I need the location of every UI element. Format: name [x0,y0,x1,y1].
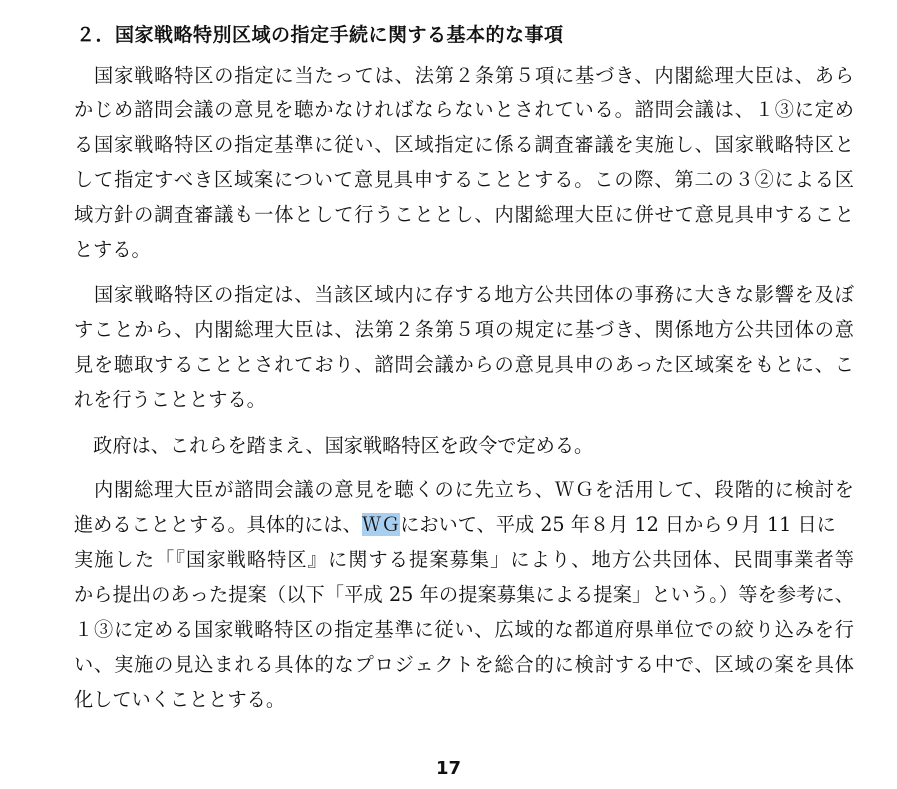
line-segment: 進めることとする。具体的には、 [74,513,362,536]
paragraph-line: れを行うこととする。 [74,388,266,411]
paragraph-line: 実施した「『国家戦略特区』に関する提案募集」により、地方公共団体、民間事業者等 [74,548,854,571]
paragraph-line: 政府は、これらを踏まえ、国家戦略特区を政令で定める。 [74,434,594,457]
line-segment: において、平成 25 年８月 12 日から９月 11 日に [400,513,836,536]
paragraph-line: １③に定める国家戦略特区の指定基準に従い、広域的な都道府県単位での絞り込みを行 [74,618,854,641]
paragraph-line [74,513,854,539]
paragraph-line: すことから、内閣総理大臣は、法第２条第５項の規定に基づき、関係地方公共団体の意 [74,318,854,341]
paragraph-line: 内閣総理大臣が諮問会議の意見を聴くのに先立ち、ＷＧを活用して、段階的に検討を [74,478,854,501]
paragraph-line: 域方針の調査審議も一体として行うこととし、内閣総理大臣に併せて意見具申すること [74,203,854,226]
paragraph-line: かじめ諮問会議の意見を聴かなければならないとされている。諮問会議は、１③に定め [74,98,854,121]
page-number: 17 [435,758,462,779]
paragraph-line: とする。 [74,238,151,261]
section-heading: ２．国家戦略特別区域の指定手続に関する基本的な事項 [76,24,564,46]
paragraph-line: 見を聴取することとされており、諮問会議からの意見具申のあった区域案をもとに、こ [74,353,854,376]
paragraph-line: 国家戦略特区の指定に当たっては、法第２条第５項に基づき、内閣総理大臣は、あら [74,64,854,87]
paragraph-line: い、実施の見込まれる具体的なプロジェクトを総合的に検討する中で、区域の案を具体 [74,653,854,676]
paragraph-line: して指定すべき区域案について意見具申することとする。この際、第二の３②による区 [74,168,854,191]
paragraph-line: から提出のあった提案（以下「平成 25 年の提案募集による提案」という。）等を参考に、 [74,583,854,606]
paragraph-line: る国家戦略特区の指定基準に従い、区域指定に係る調査審議を実施し、国家戦略特区と [74,133,854,156]
paragraph-line: 国家戦略特区の指定は、当該区域内に存する地方公共団体の事務に大きな影響を及ぼ [74,283,854,306]
selected-text-highlight[interactable]: ＷＧ [361,513,401,536]
paragraph-line: 化していくこととする。 [74,688,286,711]
